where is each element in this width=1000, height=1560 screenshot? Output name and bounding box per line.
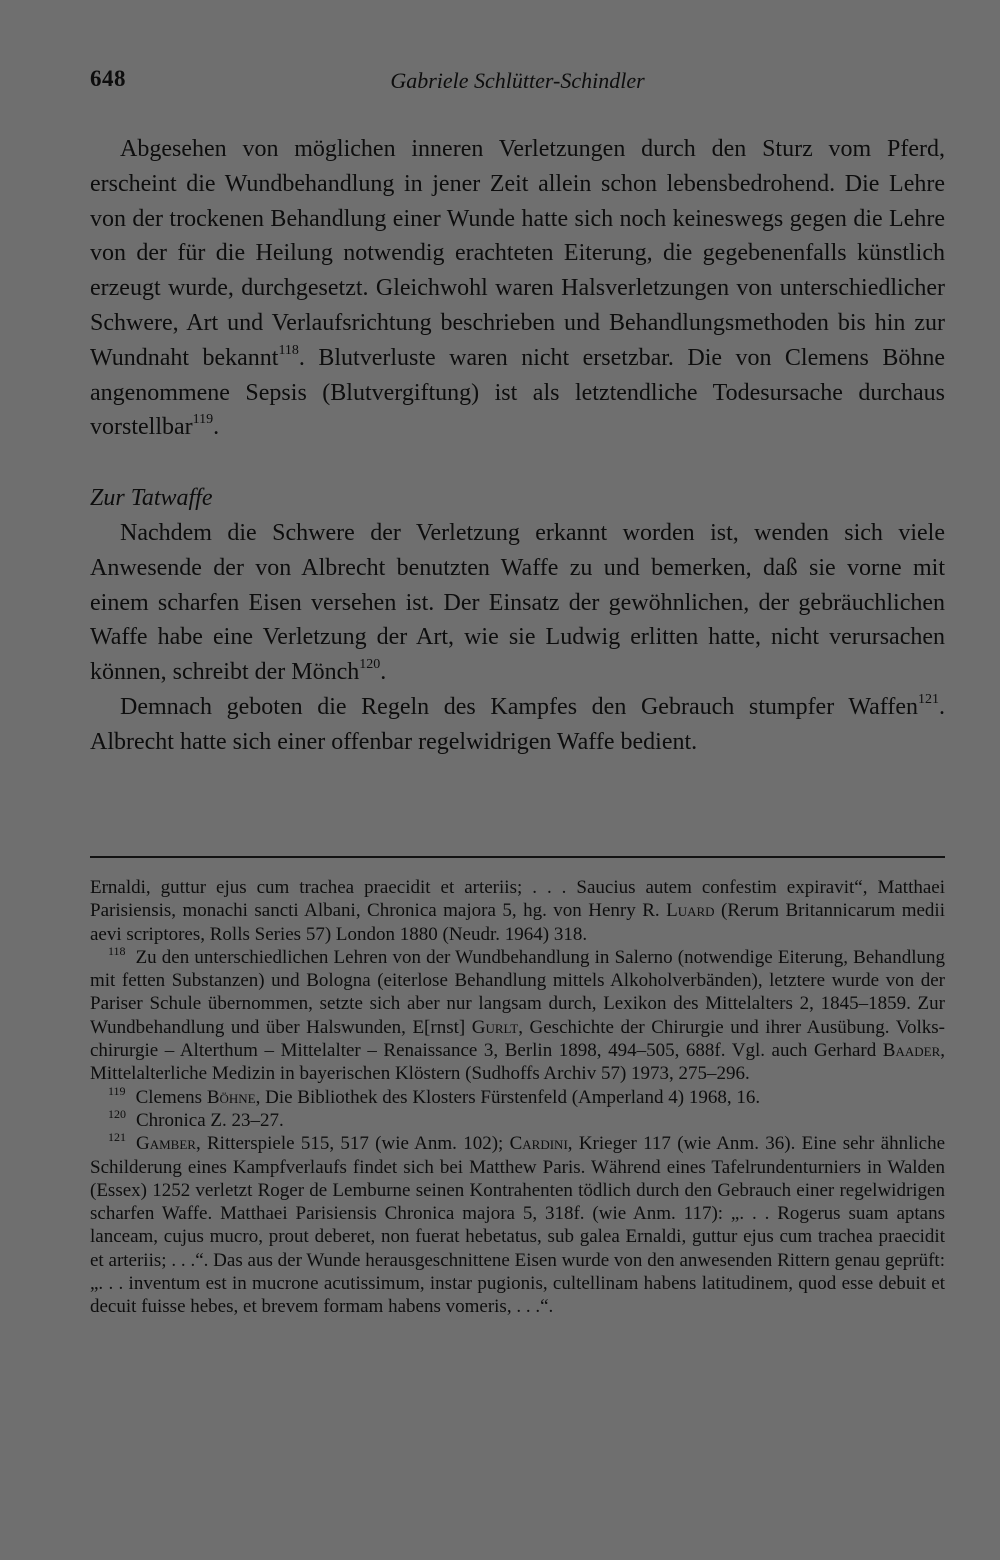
footnote-120 bbox=[90, 1106, 945, 1132]
text-run: . Blutverluste waren nicht ersetzbar. Die von Clemens Böhne angenommene Sepsis (Blutvergiftung) ist als letztendliche Todesursache durchaus vorstellbar bbox=[90, 344, 946, 441]
footnote-number: 118 bbox=[108, 943, 126, 958]
footnote-continuation bbox=[90, 876, 945, 946]
text-run: Clemens bbox=[135, 1086, 207, 1108]
page-header bbox=[90, 66, 945, 106]
footnotes bbox=[90, 876, 945, 1319]
author-name: Cardini bbox=[509, 1133, 568, 1155]
text-run: . bbox=[213, 414, 220, 441]
footnote-ref-119: 119 bbox=[192, 412, 214, 428]
footnote-ref-120: 120 bbox=[359, 657, 381, 673]
section-heading: Zur Tatwaffe bbox=[90, 485, 213, 512]
author-name: Gurlt bbox=[471, 1016, 519, 1038]
footnote-118 bbox=[90, 943, 945, 1086]
text-run: , Geschichte der Chirurgie und ihrer Ausübung. Volkschirurgie – Alterthum – Mittelalter – Renaissance 3, Berlin 1898, 494–505, 688f. Vgl. auch Gerhard bbox=[90, 1016, 945, 1062]
main-text bbox=[90, 132, 945, 760]
text-run: , Krieger 117 (wie Anm. 36). Eine sehr ähnliche Schilderung eines Kampfverlaufs findet sich bei Matthew Paris. Während eines Tafelrundenturniers in Walden (Essex) 1252 verletzt Roger de Lemburne seinen Kontrahenten tödlich durch den Gebrauch einer regelwidrigen scharfen Waffe. Matthaei Parisiensis Chronica majora 5, 318f. (wie Anm. 117): „. . . Rogerus suam aptans lanceam, cujus mucro, prout deberet, non fuerat hebetatus, sub galea Ernaldi, guttur ejus cum trachea praecidit et arteriis; . . .“. Das aus der Wunde herausgeschnittene Eisen wurde von den anwesenden Rittern genau geprüft: „. . . inventum est in mucrone acutissimum, instar pugionis, cultellinam habens latitudinem, quod esse debuit et decuit fuisse hebes, et brevem formam habens vomeris, . . .“. bbox=[90, 1133, 945, 1318]
author-name: Gamber bbox=[136, 1133, 196, 1155]
body-paragraph-3 bbox=[90, 690, 945, 760]
text-run: , Ritterspiele 515, 517 (wie Anm. 102); bbox=[195, 1133, 510, 1155]
footnote-ref-118: 118 bbox=[278, 342, 299, 358]
text-run: . bbox=[380, 659, 387, 686]
footnote-number: 120 bbox=[108, 1106, 126, 1121]
body-paragraph-1 bbox=[90, 132, 945, 445]
text-run: Zu den unterschiedlichen Lehren von der Wundbehandlung in Salerno (notwendige Eiterung, Behandlung mit fetten Substanzen) und Bologna (eiterlose Behandlung mittels Alkoholverbänden), letztere wurde von der Pariser Schule übernommen, setzte sich aber nur langsam durch, Lexikon des Mittelalters 2, 1845–1859. Zur Wundbehandlung und über Halswunden, E[rnst] bbox=[90, 946, 945, 1038]
author-name: Böhne bbox=[206, 1086, 256, 1108]
text-run: Nachdem die Schwere der Verletzung erkannt worden ist, wenden sich viele Anwesende der von Albrecht benutzten Waffe zu und bemerken, daß sie vorne mit einem scharfen Eisen versehen ist. Der Einsatz der gewöhnlichen, der gebräuchlichen Waffe habe eine Verletzung der Art, wie sie Ludwig erlitten hatte, nicht verursachen können, schreibt der Mönch bbox=[90, 519, 945, 686]
text-run: , Die Bibliothek des Klosters Fürstenfeld (Amperland 4) 1968, 16. bbox=[255, 1086, 761, 1108]
text-run: Demnach geboten die Regeln des Kampfes den Gebrauch stumpfer Waffen bbox=[120, 693, 918, 720]
text-run: (Rerum Britannicarum medii aevi scriptores, Rolls Series 57) London 1880 (Neudr. 1964) 318. bbox=[90, 900, 945, 945]
running-head: Gabriele Schlütter-Schindler bbox=[390, 68, 645, 93]
text-run: Abgesehen von möglichen inneren Verletzungen durch den Sturz vom Pferd, erscheint die Wundbehandlung in jener Zeit allein schon lebensbedrohend. Die Lehre von der trockenen Behandlung einer Wunde hatte sich noch keineswegs gegen die Lehre von der für die Heilung notwendig erachteten Eiterung, die gegebenenfalls künstlich erzeugt wurde, durchgesetzt. Gleichwohl waren Halsverletzungen von unterschiedlicher Schwere, Art und Verlaufsrichtung beschrieben und Behandlungsmethoden bis hin zur Wundnaht bekannt bbox=[90, 136, 945, 371]
footnote-ref-121: 121 bbox=[918, 691, 939, 707]
body-paragraph-2 bbox=[90, 516, 945, 690]
footnote-119 bbox=[90, 1083, 945, 1109]
footnote-number: 121 bbox=[108, 1130, 126, 1145]
author-name: Luard bbox=[666, 900, 715, 922]
footnote-divider bbox=[90, 856, 945, 858]
text-run: . Albrecht hatte sich einer offenbar regelwidrigen Waffe bedient. bbox=[90, 693, 945, 755]
footnote-121 bbox=[90, 1132, 945, 1318]
footnote-number: 119 bbox=[108, 1083, 126, 1098]
text-run: Ernaldi, guttur ejus cum trachea praecidit et arteriis; . . . Saucius autem confestim expiravit“, Matthaei Parisiensis, monachi sancti Albani, Chronica majora 5, hg. von Henry R. bbox=[90, 877, 945, 922]
text-run: , Mittelalterliche Medizin in bayerischen Klöstern (Sudhoffs Archiv 57) 1973, 275–296. bbox=[90, 1040, 945, 1085]
author-name: Baader bbox=[882, 1040, 941, 1062]
page-number: 648 bbox=[90, 66, 126, 91]
text-run: Chronica Z. 23–27. bbox=[136, 1109, 284, 1131]
